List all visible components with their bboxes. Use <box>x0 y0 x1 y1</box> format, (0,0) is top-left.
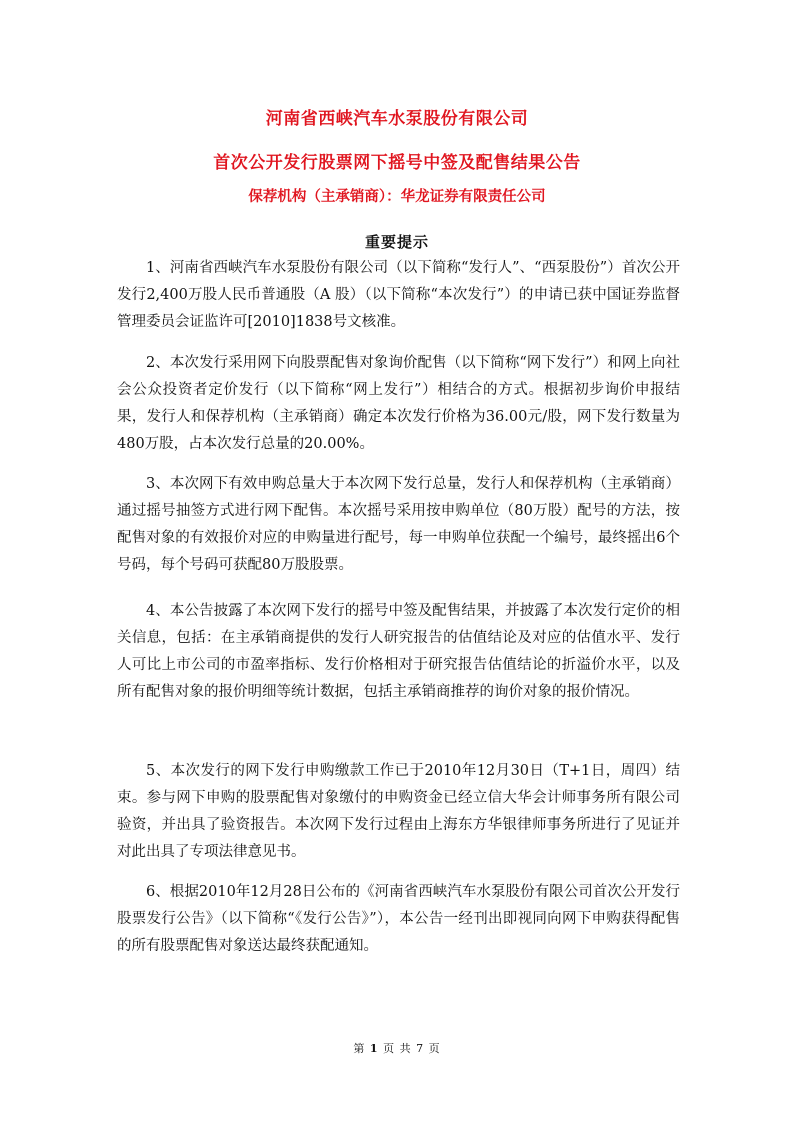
notice-paragraph-5: 5、本次发行的网下发行申购缴款工作已于2010年12月30日（T+1日，周四）结束。参与网下申购的股票配售对象缴付的申购资金已经立信大华会计师事务所有限公司验资，并出具了验资报告。本次网下发行过程由上海东方华银律师事务所进行了见证并对此出具了专项法律意见书。 <box>117 763 680 860</box>
sponsor-line: 保荐机构（主承销商）：华龙证券有限责任公司 <box>248 189 546 205</box>
page-number: 1 <box>369 1042 379 1055</box>
page-middle: 页 共 <box>383 1042 412 1055</box>
page-suffix: 页 <box>428 1042 441 1055</box>
notice-paragraph-6: 6、根据2010年12月28日公布的《河南省西峡汽车水泵股份有限公司首次公开发行股票发行公告》（以下简称“《发行公告》”），本公告一经刊出即视同向网下申购获得配售的所有股票配售对象送达最终获配通知。 <box>117 884 680 954</box>
page-footer <box>0 1040 794 1056</box>
company-title: 河南省西峡汽车水泵股份有限公司 <box>265 109 529 129</box>
notice-paragraph-1: 1、河南省西峡汽车水泵股份有限公司（以下简称“发行人”、“西泵股份”）首次公开发行2,400万股人民币普通股（A 股）（以下简称“本次发行”）的申请已获中国证券监督管理委员会证监许可[2010]1838号文核准。 <box>117 260 680 330</box>
page-prefix: 第 <box>353 1042 366 1055</box>
announcement-title: 首次公开发行股票网下摇号中签及配售结果公告 <box>213 153 581 173</box>
notice-paragraph-3: 3、本次网下有效申购总量大于本次网下发行总量，发行人和保荐机构（主承销商）通过摇号抽签方式进行网下配售。本次摇号采用按申购单位（80万股）配号的方法，按配售对象的有效报价对应的申购量进行配号，每一申购单位获配一个编号，最终摇出6个号码，每个号码可获配80万股股票。 <box>117 476 680 573</box>
notice-paragraph-4: 4、本公告披露了本次网下发行的摇号中签及配售结果，并披露了本次发行定价的相关信息，包括：在主承销商提供的发行人研究报告的估值结论及对应的估值水平、发行人可比上市公司的市盈率指标、发行价格相对于研究报告估值结论的折溢价水平，以及所有配售对象的报价明细等统计数据，包括主承销商推荐的询价对象的报价情况。 <box>117 603 680 700</box>
notice-paragraph-2: 2、本次发行采用网下向股票配售对象询价配售（以下简称“网下发行”）和网上向社会公众投资者定价发行（以下简称“网上发行”）相结合的方式。根据初步询价申报结果，发行人和保荐机构（主承销商）确定本次发行价格为36.00元/股，网下发行数量为480万股，占本次发行总量的20.00%。 <box>117 355 680 452</box>
page-total: 7 <box>416 1042 425 1055</box>
notice-heading: 重要提示 <box>364 233 429 251</box>
